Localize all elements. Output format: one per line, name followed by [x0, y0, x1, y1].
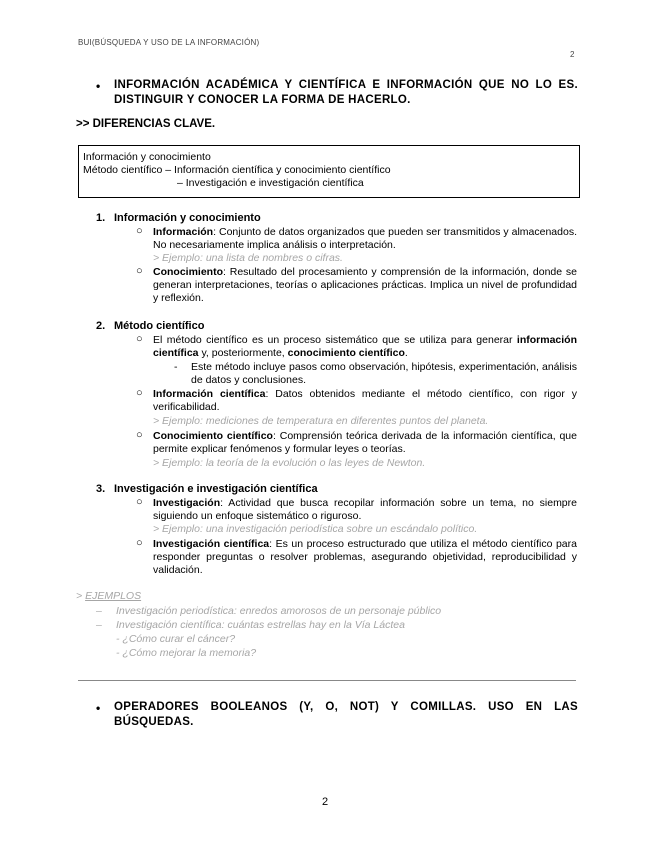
circle-bullet-icon: ○ [136, 429, 143, 441]
definition-informacion-cientifica [153, 388, 577, 414]
term: Información [153, 226, 214, 238]
dash-bullet: – [96, 605, 102, 617]
text: . [404, 347, 408, 359]
running-header: BUI(BÚSQUEDA Y USO DE LA INFORMACIÓN) [78, 38, 260, 47]
definition-text: : Comprensión teórica derivada de la información científica, que permite explicar fenómenos y formular leyes o teorías. [153, 430, 577, 455]
definition-text: : Conjunto de datos organizados que pueden ser transmitidos y almacenados. No necesariamente implica análisis o interpretación. [153, 226, 577, 251]
section-number: 3. [96, 483, 106, 495]
example-item: Investigación científica: cuántas estrellas hay en la Vía Láctea [116, 619, 405, 631]
term: conocimiento científico [287, 347, 405, 359]
definition-text: : Datos obtenidos mediante el método científico, con rigor y verificabilidad. [153, 388, 577, 413]
section-number: 2. [96, 320, 106, 332]
section-number: 1. [96, 212, 106, 224]
section-title-academic-info: INFORMACIÓN ACADÉMICA Y CIENTÍFICA E INFORMACIÓN QUE NO LO ES. DISTINGUIR Y CONOCER LA FORMA DE HACERLO. [114, 79, 578, 106]
definition-conocimiento [153, 266, 577, 305]
term: Conocimiento [153, 266, 223, 278]
definition-text: : Resultado del procesamiento y comprensión de la información, donde se generan interpretaciones, teorías o aplicaciones prácticas. Implica un nivel de profundidad y reflexión. [153, 266, 577, 304]
scientific-method-description [153, 334, 577, 360]
circle-bullet-icon: ○ [136, 496, 143, 508]
example-line: > Ejemplo: una lista de nombres o cifras. [153, 252, 343, 264]
circle-bullet-icon: ○ [136, 387, 143, 399]
divider [78, 680, 576, 681]
example-item: Investigación periodística: enredos amorosos de un personaje público [116, 605, 442, 617]
section-heading-info-knowledge: Información y conocimiento [114, 212, 261, 224]
circle-bullet-icon: ○ [136, 225, 143, 237]
examples-heading [76, 590, 141, 602]
section-title-boolean-operators: OPERADORES BOOLEANOS (Y, O, NOT) Y COMILLAS. USO EN LAS BÚSQUEDAS. [114, 701, 578, 728]
definition-conocimiento-cientifico [153, 430, 577, 456]
example-subitem: - ¿Cómo mejorar la memoria? [116, 647, 257, 659]
examples-heading-text: EJEMPLOS [85, 590, 142, 602]
bullet-icon: • [96, 79, 101, 93]
summary-line-2: Método científico – Información científica y conocimiento científico [83, 164, 391, 176]
definition-investigacion [153, 497, 577, 523]
definition-text: : Actividad que busca recopilar información sobre un tema, no siempre siguiendo un enfoque sistemático o riguroso. [153, 497, 577, 522]
circle-bullet-icon: ○ [136, 333, 143, 345]
term: Investigación [153, 497, 221, 509]
header-page-number: 2 [570, 50, 575, 59]
definition-text: : Es un proceso estructurado que utiliza el método científico para responder preguntas o resolver problemas, asegurando objetividad, reproducibilidad y validación. [153, 538, 577, 576]
section-heading-scientific-method: Método científico [114, 320, 205, 332]
term: Investigación científica [153, 538, 270, 550]
summary-line-1: Información y conocimiento [83, 151, 211, 163]
example-subitem: - ¿Cómo curar el cáncer? [116, 633, 236, 645]
summary-line-3: – Investigación e investigación científica [177, 177, 364, 189]
term: Conocimiento científico [153, 430, 273, 442]
summary-box [78, 145, 580, 198]
prefix: > [76, 590, 86, 602]
section-heading-research: Investigación e investigación científica [114, 483, 318, 495]
circle-bullet-icon: ○ [136, 265, 143, 277]
text: El método científico es un proceso sistemático que se utiliza para generar [153, 334, 517, 346]
differences-heading: >> DIFERENCIAS CLAVE. [76, 118, 216, 130]
example-line: > Ejemplo: mediciones de temperatura en diferentes puntos del planeta. [153, 415, 489, 427]
dash-bullet: - [174, 361, 178, 373]
page-number: 2 [322, 796, 329, 808]
example-line: > Ejemplo: una investigación periodística sobre un escándalo político. [153, 523, 478, 535]
text: y, posteriormente, [198, 347, 288, 359]
definition-informacion [153, 226, 577, 252]
method-steps: Este método incluye pasos como observación, hipótesis, experimentación, análisis de datos y conclusiones. [191, 361, 577, 386]
circle-bullet-icon: ○ [136, 537, 143, 549]
term: información científica [153, 334, 577, 359]
dash-bullet: – [96, 619, 102, 631]
definition-investigacion-cientifica [153, 538, 577, 577]
bullet-icon: • [96, 701, 101, 715]
term: Información científica [153, 388, 266, 400]
example-line: > Ejemplo: la teoría de la evolución o las leyes de Newton. [153, 457, 426, 469]
